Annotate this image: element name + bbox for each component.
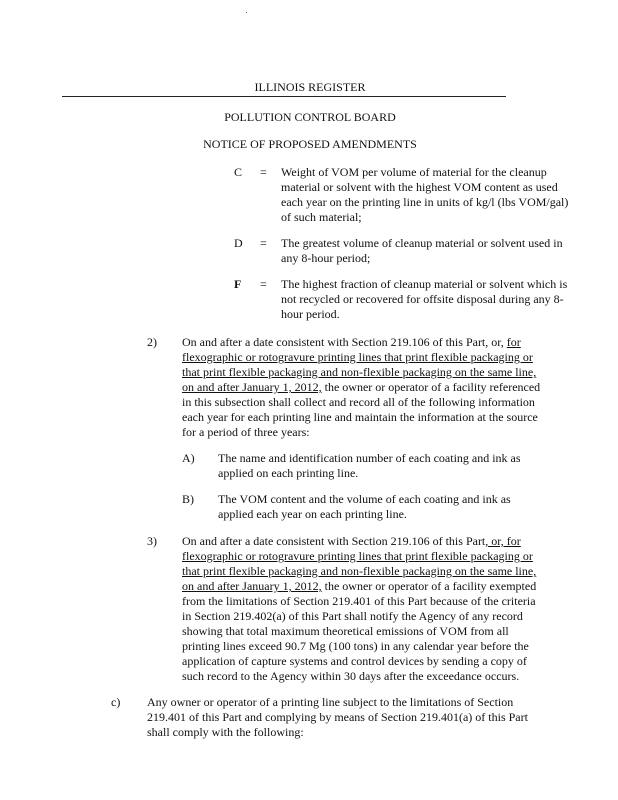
definition-line: each year on the printing line in units of kg/l (lbs VOM/gal) (281, 195, 569, 209)
text-plain: the owner or operator of a facility exempted (321, 579, 537, 593)
paragraph-line: application of capture systems and control devices by sending a copy of (182, 654, 527, 668)
paragraph-line (182, 534, 521, 548)
paragraph-line: 219.401 of this Part and complying by means of Section 219.401(a) of this Part (147, 710, 528, 724)
paragraph-line: for a period of three years: (182, 425, 310, 439)
paragraph-line-underlined: that print flexible packaging and non-flexible packaging on the same line, (182, 564, 537, 578)
definition-line: of such material; (281, 210, 362, 224)
subparagraph-line: The VOM content and the volume of each coating and ink as (218, 492, 511, 506)
paragraph-line: from the limitations of Section 219.401 of this Part because of the criteria (182, 594, 536, 608)
text-underlined: , or, for (485, 534, 521, 548)
text-underlined: on and after January 1, 2012, (182, 380, 322, 394)
paragraph-number: c) (111, 695, 121, 709)
text-underlined: on and after January 1, 2012, (182, 579, 322, 593)
paragraph-line: in Section 219.402(a) of this Part shall notify the Agency of any record (182, 609, 523, 623)
definition-line: any 8-hour period; (281, 251, 371, 265)
definition-line: hour period. (281, 307, 340, 321)
paragraph-number: 3) (147, 534, 157, 548)
paragraph-line (182, 335, 521, 349)
definition-equals: = (260, 236, 267, 250)
definition-equals: = (260, 277, 267, 291)
header-rule (62, 96, 506, 97)
definition-symbol: C (234, 165, 243, 179)
paragraph-line (182, 579, 536, 593)
text-plain: On and after a date consistent with Section 219.106 of this Part (182, 534, 486, 548)
paragraph-line-underlined: flexographic or rotogravure printing lines that print flexible packaging or (182, 549, 533, 563)
paragraph-line (182, 380, 540, 394)
definition-line: The greatest volume of cleanup material or solvent used in (281, 236, 563, 250)
scan-speck (246, 12, 247, 13)
paragraph-line: Any owner or operator of a printing line subject to the limitations of Section (147, 695, 514, 709)
definition-line: not recycled or recovered for offsite disposal during any 8- (281, 292, 564, 306)
definition-equals: = (260, 165, 267, 179)
definition-line: material or solvent with the highest VOM content as used (281, 180, 558, 194)
definition-line: The highest fraction of cleanup material or solvent which is (281, 277, 568, 291)
paragraph-number: 2) (147, 335, 157, 349)
definition-line: Weight of VOM per volume of material for the cleanup (281, 165, 547, 179)
text-plain: On and after a date consistent with Section 219.106 of this Part, or, (182, 335, 507, 349)
definition-symbol: F (234, 277, 242, 291)
subparagraph-number: A) (182, 451, 195, 465)
subparagraph-number: B) (182, 492, 194, 506)
notice-title: NOTICE OF PROPOSED AMENDMENTS (203, 137, 417, 151)
board-title: POLLUTION CONTROL BOARD (224, 110, 396, 124)
definition-symbol: D (234, 236, 243, 250)
text-underlined: for (506, 335, 521, 349)
paragraph-line: each year for each printing line and maintain the information at the source (182, 410, 538, 424)
paragraph-line: such record to the Agency within 30 days after the exceedance occurs. (182, 669, 520, 683)
paragraph-line: in this subsection shall collect and record all of the following information (182, 395, 535, 409)
subparagraph-line: applied each year on each printing line. (218, 507, 407, 521)
paragraph-line: printing lines exceed 90.7 Mg (100 tons) in any calendar year before the (182, 639, 529, 653)
paragraph-line-underlined: flexographic or rotogravure printing lines that print flexible packaging or (182, 350, 533, 364)
text-plain: the owner or operator of a facility referenced (321, 380, 541, 394)
paragraph-line-underlined: that print flexible packaging and non-flexible packaging on the same line, (182, 365, 537, 379)
subparagraph-line: applied on each printing line. (218, 466, 359, 480)
subparagraph-line: The name and identification number of each coating and ink as (218, 451, 521, 465)
register-title: ILLINOIS REGISTER (254, 80, 366, 94)
paragraph-line: shall comply with the following: (147, 725, 304, 739)
paragraph-line: showing that total maximum theoretical emissions of VOM from all (182, 624, 509, 638)
